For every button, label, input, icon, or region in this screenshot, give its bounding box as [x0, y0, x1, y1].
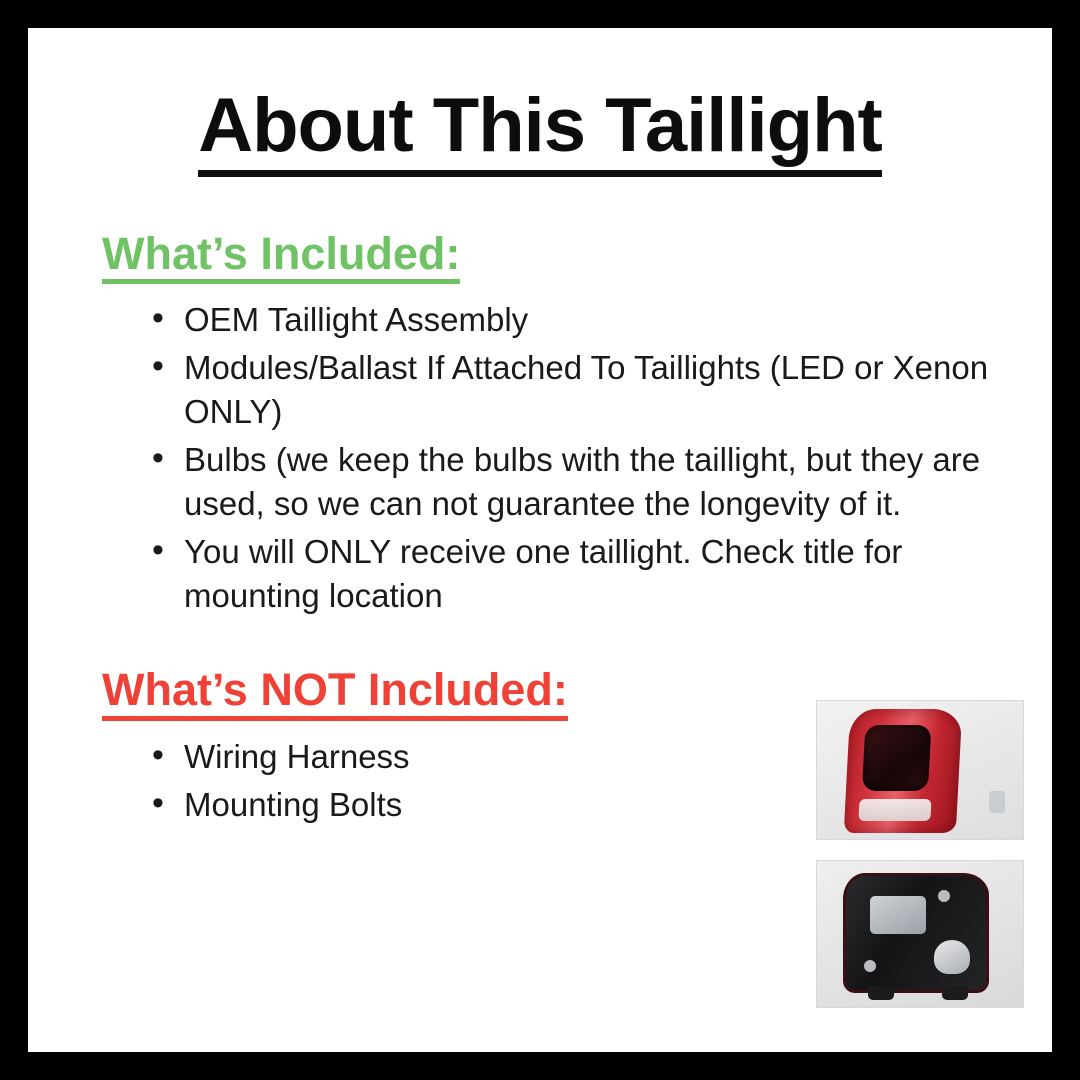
included-heading-row	[80, 177, 1000, 285]
taillight-housing-graphic	[843, 873, 989, 993]
included-list	[80, 298, 1000, 617]
taillight-lens-photo	[816, 700, 1024, 840]
included-heading: What’s Included:	[102, 229, 460, 285]
list-item: • Mounting Bolts	[184, 783, 1000, 827]
content-card	[28, 28, 1052, 1052]
lens-mounting-tab	[989, 791, 1005, 813]
lens-reverse-strip	[858, 799, 931, 821]
page-title-row	[80, 68, 1000, 177]
taillight-housing-photo	[816, 860, 1024, 1008]
list-item: • Bulbs (we keep the bulbs with the taillight, but they are used, so we can not guarantee the longevity of it.	[184, 438, 1000, 526]
taillight-lens-graphic	[844, 709, 962, 833]
housing-screw-icon	[864, 960, 876, 972]
housing-mount-tab	[942, 986, 968, 1000]
list-item: • You will ONLY receive one taillight. Check title for mounting location	[184, 530, 1000, 618]
housing-connector	[934, 940, 970, 974]
list-item: • OEM Taillight Assembly	[184, 298, 1000, 342]
housing-mount-tab	[868, 986, 894, 1000]
list-item: • Modules/Ballast If Attached To Taillights (LED or Xenon ONLY)	[184, 346, 1000, 434]
page-title: About This Taillight	[198, 86, 882, 177]
housing-screw-icon	[938, 890, 950, 902]
housing-reflector-plate	[870, 896, 926, 934]
lens-dark-panel	[862, 725, 931, 791]
list-item: • Wiring Harness	[184, 735, 1000, 779]
not-included-heading: What’s NOT Included:	[102, 665, 568, 721]
